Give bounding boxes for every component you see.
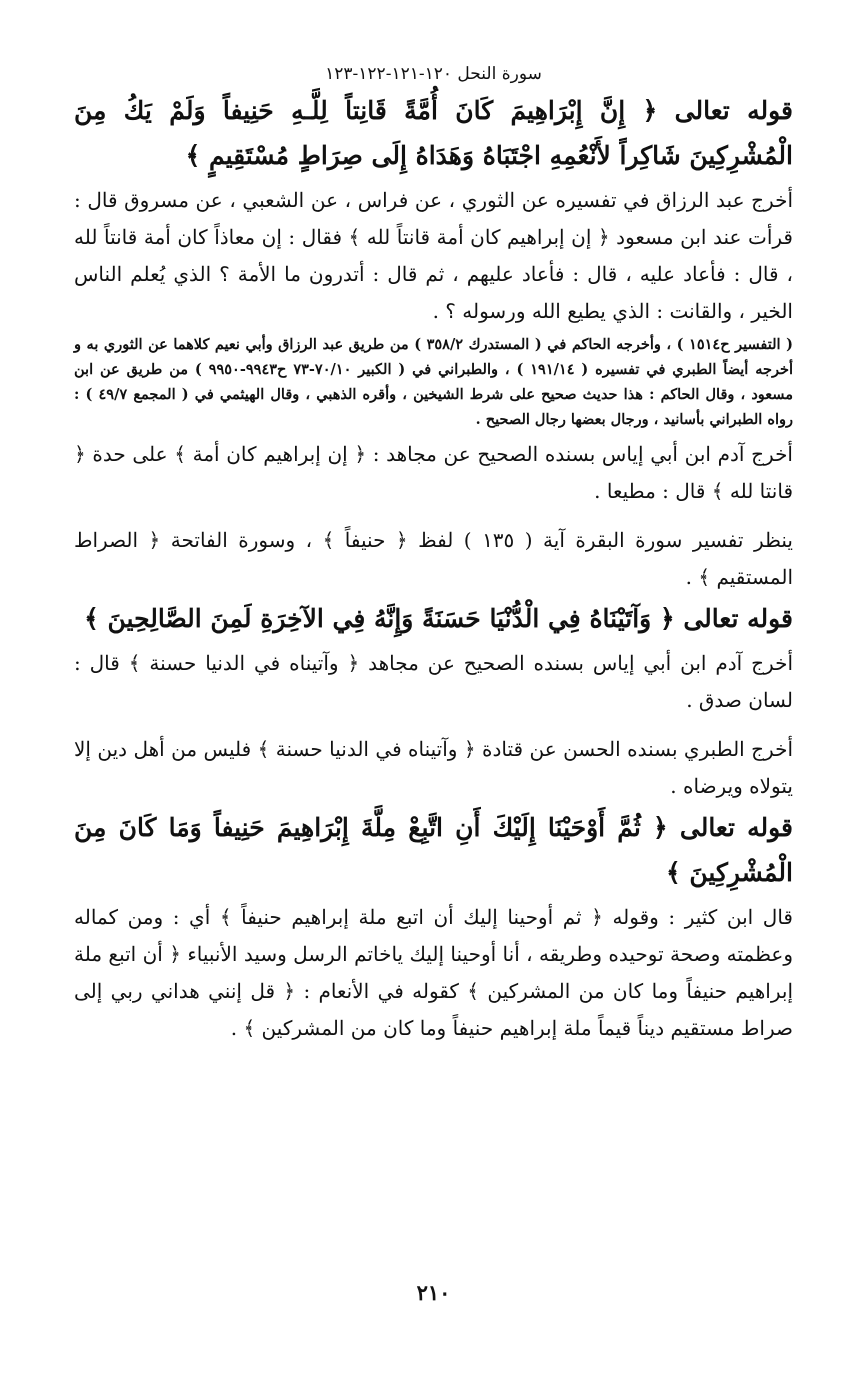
verse-heading-2 — [74, 596, 793, 641]
paragraph-mujahid-ummah: أخرج آدم ابن أبي إياس بسنده الصحيح عن مجاهد : ﴿ إن إبراهيم كان أمة ﴾ على حدة ﴿ قانتا لله ﴾ قال : مطيعا . — [74, 442, 793, 503]
verse-label: قوله تعالى — [683, 604, 793, 633]
footnote-takhrij: ( التفسير ح١٥١٤ ) ، وأخرجه الحاكم في ( المستدرك ٣٥٨/٢ ) من طريق عبد الرزاق وأبي نعيم كلاهما عن الثوري به و أخرجه أيضاً الطبري في تفسيره ( ١٩١/١٤ ) ، والطبراني في ( الكبير ٧٠/١٠-٧٣ ح٩٩٤٣-٩٩٥٠ ) من طريق عن ابن مسعود ، وقال الحاكم : هذا حديث صحيح على شرط الشيخين ، وأقره الذهبي ، وقال الهيثمي في ( المجمع ٤٩/٧ ) : رواه الطبراني بأسانيد ، ورجال بعضها رجال الصحيح . — [74, 336, 793, 428]
verse-text: ﴿ ثُمَّ أَوْحَيْنَا إِلَيْكَ أَنِ اتَّبِعْ مِلَّةَ إِبْرَاهِيمَ حَنِيفاً وَمَا كَانَ مِنَ الْمُشْرِكِينَ ﴾ — [74, 813, 793, 887]
page-number: ٢١٠ — [416, 1280, 451, 1305]
verse-label: قوله تعالى — [674, 96, 793, 125]
paragraph-ibn-kathir: قال ابن كثير : وقوله ﴿ ثم أوحينا إليك أن اتبع ملة إبراهيم حنيفاً ﴾ أي : ومن كماله وعظمته وصحة توحيده وطريقه ، أنا أوحينا إليك ياخاتم الرسل وسيد الأنبياء ﴿ أن اتبع ملة إبراهيم حنيفاً وما كان من المشركين ﴾ كقوله في الأنعام : ﴿ قل إنني هداني ربي إلى صراط مستقيم ديناً قيماً ملة إبراهيم حنيفاً وما كان من المشركين ﴾ . — [74, 905, 793, 1040]
running-header: سورة النحل ١٢٠-١٢١-١٢٢-١٢٣ — [325, 64, 542, 84]
verse-label: قوله تعالى — [679, 813, 793, 842]
paragraph-abdulrazzaq: أخرج عبد الرزاق في تفسيره عن الثوري ، عن فراس ، عن الشعبي ، عن مسروق قال : قرأت عند ابن مسعود ﴿ إن إبراهيم كان أمة قانتاً لله ﴾ فقال : إن معاذاً كان أمة قانتاً لله ، قال : فأعاد عليه ، قال : فأعاد عليهم ، ثم قال : أتدرون ما الأمة ؟ الذي يُعلم الناس الخير ، والقانت : الذي يطيع الله ورسوله ؟ . — [74, 188, 793, 323]
paragraph-mujahid-hasanah: أخرج آدم ابن أبي إياس بسنده الصحيح عن مجاهد ﴿ وآتيناه في الدنيا حسنة ﴾ قال : لسان صدق . — [74, 651, 793, 712]
paragraph-cross-reference: ينظر تفسير سورة البقرة آية ( ١٣٥ ) لفظ ﴿ حنيفاً ﴾ ، وسورة الفاتحة ﴿ الصراط المستقيم ﴾ . — [74, 528, 793, 589]
verse-heading-3 — [74, 805, 793, 895]
verse-text: ﴿ وَآتَيْنَاهُ فِي الْدُّنْيَا حَسَنَةً وَإِنَّهُ فِي الآخِرَةِ لَمِنَ الصَّالِحِينَ ﴾ — [84, 604, 675, 633]
paragraph-tabari-qatadah: أخرج الطبري بسنده الحسن عن قتادة ﴿ وآتيناه في الدنيا حسنة ﴾ فليس من أهل دين إلا يتولاه ويرضاه . — [74, 737, 793, 798]
verse-text: ﴿ إِنَّ إِبْرَاهِيمَ كَانَ أُمَّةً قَانِتاً لِلَّـهِ حَنِيفاً وَلَمْ يَكُ مِنَ الْمُشْرِكِينَ شَاكِراً لأَنْعُمِهِ اجْتَبَاهُ وَهَدَاهُ إِلَى صِرَاطٍ مُسْتَقِيمٍ ﴾ — [74, 96, 793, 170]
verse-heading-1 — [74, 88, 793, 178]
